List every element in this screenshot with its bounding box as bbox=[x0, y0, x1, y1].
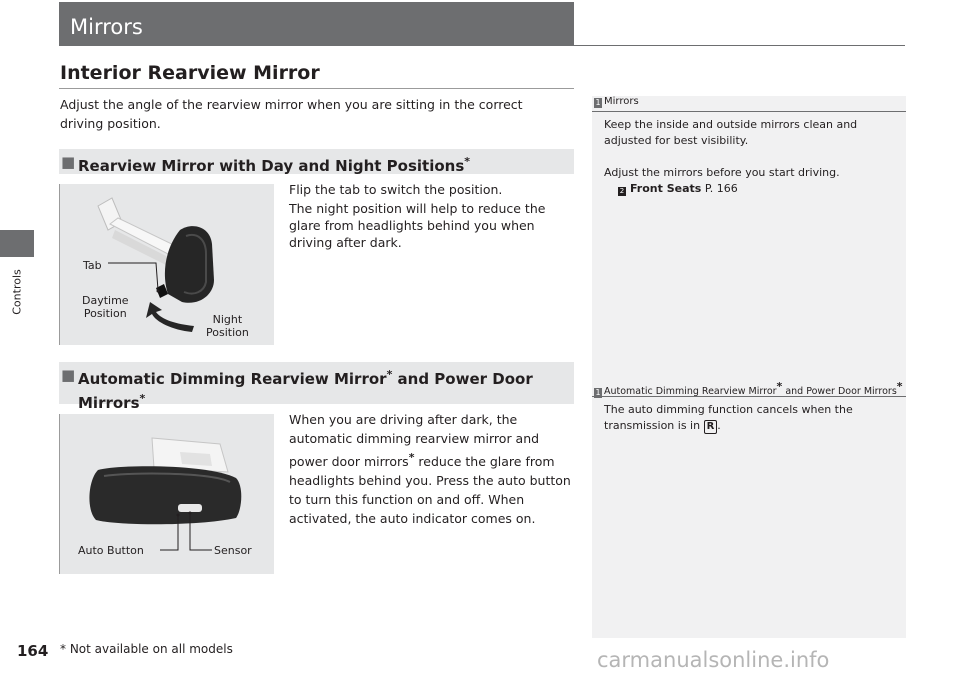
auto-dimming-paragraph: When you are driving after dark, the automatic dimming rearview mirror and power door mirrors* reduce the glare from headlights behind you. Press the auto button to turn this function on and off. When activated, the auto indicator comes on. bbox=[289, 412, 571, 527]
subsection-heading: Automatic Dimming Rearview Mirror* and Power Door Mirrors* bbox=[78, 368, 533, 412]
tab-label: Tab bbox=[83, 259, 102, 272]
day-night-mirror-figure bbox=[59, 184, 274, 345]
note-auto-dimming-body: The auto dimming function cancels when the transmission is in R . bbox=[604, 403, 853, 432]
subsection-bar-auto-dimming bbox=[59, 362, 574, 412]
front-seats-reference[interactable]: 2 Front Seats P. 166 bbox=[619, 182, 738, 195]
sensor-label: Sensor bbox=[214, 544, 252, 557]
auto-button-label: Auto Button bbox=[78, 544, 144, 557]
title-rule bbox=[574, 45, 905, 46]
note-icon: 1 bbox=[595, 388, 601, 398]
page-number: 164 bbox=[17, 642, 49, 660]
subsection-heading: Rearview Mirror with Day and Night Positions* bbox=[78, 155, 471, 175]
square-bullet-icon: ■ bbox=[61, 153, 76, 171]
note-mirrors-heading: 1 Mirrors bbox=[592, 96, 906, 112]
asterisk-mark: * bbox=[464, 155, 471, 168]
page-title: Mirrors bbox=[70, 15, 143, 39]
reference-arrow-icon: 2 bbox=[619, 187, 625, 195]
chapter-tab bbox=[0, 230, 34, 257]
watermark: carmanualsonline.info bbox=[597, 648, 830, 672]
night-position-label: Night Position bbox=[206, 313, 249, 339]
notes-column bbox=[592, 96, 906, 638]
footnote: * Not available on all models bbox=[60, 642, 233, 656]
square-bullet-icon: ■ bbox=[61, 366, 76, 384]
reverse-gear-key: R bbox=[704, 420, 718, 434]
section-heading: Interior Rearview Mirror bbox=[60, 62, 320, 84]
daytime-position-label: Daytime Position bbox=[82, 294, 129, 320]
day-night-paragraph: Flip the tab to switch the position. The night position will help to reduce the glare from headlights behind you when driving after dark. bbox=[289, 182, 546, 250]
section-intro: Adjust the angle of the rearview mirror when you are sitting in the correct driving position. bbox=[60, 97, 523, 131]
note-auto-dimming-heading: 1 Automatic Dimming Rearview Mirror* and Power Door Mirrors* bbox=[592, 380, 906, 397]
note-icon: 1 bbox=[595, 98, 601, 107]
page-title-bar bbox=[59, 2, 574, 46]
chapter-label: Controls bbox=[10, 269, 24, 315]
note-mirrors-body: Keep the inside and outside mirrors clean and adjusted for best visibility. Adjust the mirrors before you start driving. 2 Front Seats P. 166 bbox=[604, 117, 894, 197]
auto-dimming-mirror-figure bbox=[59, 414, 274, 574]
section-rule bbox=[59, 88, 574, 89]
subsection-bar-day-night bbox=[59, 149, 574, 174]
